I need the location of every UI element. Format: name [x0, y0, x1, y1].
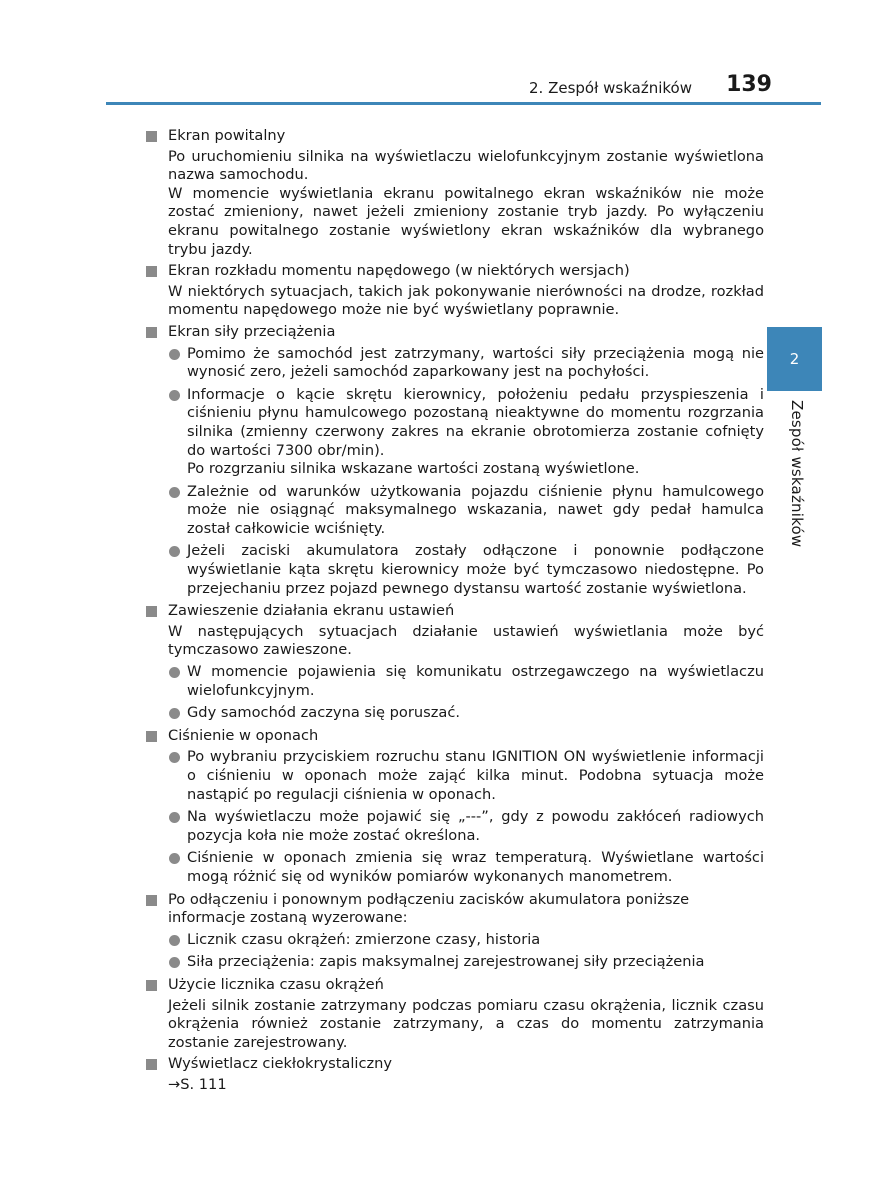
- section-heading: Ekran powitalny: [144, 127, 764, 146]
- list-item: Gdy samochód zaczyna się poruszać.: [144, 704, 764, 723]
- section-torque-distribution: [144, 262, 764, 320]
- square-bullet-icon: [146, 606, 157, 617]
- section-heading: Ekran rozkładu momentu napędowego (w niektórych wersjach): [144, 262, 764, 281]
- header-rule: [106, 102, 821, 105]
- round-bullet-icon: [169, 752, 180, 763]
- section-heading: Ekran siły przeciążenia: [144, 323, 764, 342]
- page-reference-link[interactable]: →S. 111: [168, 1075, 227, 1093]
- section-heading: Po odłączeniu i ponownym podłączeniu zacisków akumulatora poniższe informacje zostaną wyzerowane:: [144, 891, 764, 928]
- square-bullet-icon: [146, 266, 157, 277]
- list-item: Ciśnienie w oponach zmienia się wraz temperaturą. Wyświetlane wartości mogą różnić się od wyników pomiarów wykonanych manometrem.: [144, 849, 764, 886]
- chapter-tab-number: 2: [789, 350, 800, 368]
- page-header: [106, 72, 774, 100]
- round-bullet-icon: [169, 349, 180, 360]
- round-bullet-icon: [169, 853, 180, 864]
- section-heading: Użycie licznika czasu okrążeń: [144, 976, 764, 995]
- list-item: Licznik czasu okrążeń: zmierzone czasy, historia: [144, 931, 764, 950]
- round-bullet-icon: [169, 546, 180, 557]
- list-item: Zależnie od warunków użytkowania pojazdu ciśnienie płynu hamulcowego może nie osiągnąć maksymalnego wskazania, nawet gdy pedał hamulca został całkowicie wciśnięty.: [144, 483, 764, 539]
- section-heading: Ciśnienie w oponach: [144, 727, 764, 746]
- paragraph: Po uruchomieniu silnika na wyświetlaczu wielofunkcyjnym zostanie wyświetlona nazwa samochodu.: [168, 147, 764, 184]
- list-item: W momencie pojawienia się komunikatu ostrzegawczego na wyświetlaczu wielofunkcyjnym.: [144, 663, 764, 700]
- section-tire-pressure: [144, 727, 764, 887]
- list-item: Po wybraniu przyciskiem rozruchu stanu IGNITION ON wyświetlenie informacji o ciśnieniu w oponach może zająć kilka minut. Podobna sytuacja może nastąpić po regulacji ciśnienia w oponach.: [144, 748, 764, 804]
- square-bullet-icon: [146, 895, 157, 906]
- list-item: Pomimo że samochód jest zatrzymany, wartości siły przeciążenia mogą nie wynosić zero, jeżeli samochód zaparkowany jest na pochyłości.: [144, 345, 764, 382]
- section-heading: Wyświetlacz ciekłokrystaliczny: [144, 1055, 764, 1074]
- round-bullet-icon: [169, 935, 180, 946]
- list-item: Siła przeciążenia: zapis maksymalnej zarejestrowanej siły przeciążenia: [144, 953, 764, 972]
- round-bullet-icon: [169, 667, 180, 678]
- section-lap-timer: [144, 976, 764, 1052]
- list-item: Jeżeli zaciski akumulatora zostały odłączone i ponownie podłączone wyświetlanie kąta skrętu kierownicy może być tymczasowo niedostępne. Po przejechaniu przez pojazd pewnego dystansu wartość zostanie wyświetlona.: [144, 542, 764, 598]
- page-number: 139: [726, 72, 772, 97]
- round-bullet-icon: [169, 812, 180, 823]
- square-bullet-icon: [146, 980, 157, 991]
- square-bullet-icon: [146, 1059, 157, 1070]
- page-content: [144, 127, 764, 1097]
- chapter-tab[interactable]: [767, 327, 822, 391]
- paragraph: W niektórych sytuacjach, takich jak pokonywanie nierówności na drodze, rozkład momentu napędowego może nie być wyświetlany poprawnie.: [168, 282, 764, 319]
- round-bullet-icon: [169, 390, 180, 401]
- square-bullet-icon: [146, 731, 157, 742]
- list-item: Informacje o kącie skrętu kierownicy, położeniu pedału przyspieszenia i ciśnieniu płynu hamulcowego pozostaną nieaktywne do momentu rozgrzania silnika (zmienny czerwony zakres na ekranie obrotomierza zostanie cofnięty do wartości 7300 obr/min). Po rozgrzaniu silnika wskazane wartości zostaną wyświetlone.: [144, 386, 764, 479]
- list-item: Na wyświetlaczu może pojawić się „---”, gdy z powodu zakłóceń radiowych pozycja koła nie może zostać określona.: [144, 808, 764, 845]
- paragraph: W momencie wyświetlania ekranu powitalnego ekran wskaźników nie może zostać zmieniony, nawet jeżeli zmieniony zostanie tryb jazdy. Po wyłączeniu ekranu powitalnego zostanie wyświetlony ekran wskaźników dla wybranego trybu jazdy.: [168, 184, 764, 258]
- round-bullet-icon: [169, 487, 180, 498]
- square-bullet-icon: [146, 327, 157, 338]
- round-bullet-icon: [169, 957, 180, 968]
- round-bullet-icon: [169, 708, 180, 719]
- section-lcd: [144, 1055, 764, 1094]
- paragraph: Jeżeli silnik zostanie zatrzymany podczas pomiaru czasu okrążenia, licznik czasu okrążenia również zostanie zatrzymany, a czas do momentu zatrzymania zostanie zarejestrowany.: [168, 996, 764, 1051]
- section-settings-suspension: [144, 602, 764, 723]
- section-welcome-screen: [144, 127, 764, 259]
- paragraph: W następujących sytuacjach działanie ustawień wyświetlania może być tymczasowo zawieszone.: [168, 622, 764, 659]
- chapter-title: 2. Zespół wskaźników: [529, 79, 692, 97]
- section-battery-reset: [144, 891, 764, 972]
- section-heading: Zawieszenie działania ekranu ustawień: [144, 602, 764, 621]
- square-bullet-icon: [146, 131, 157, 142]
- section-g-force-screen: [144, 323, 764, 598]
- chapter-side-label: Zespół wskaźników: [788, 400, 806, 548]
